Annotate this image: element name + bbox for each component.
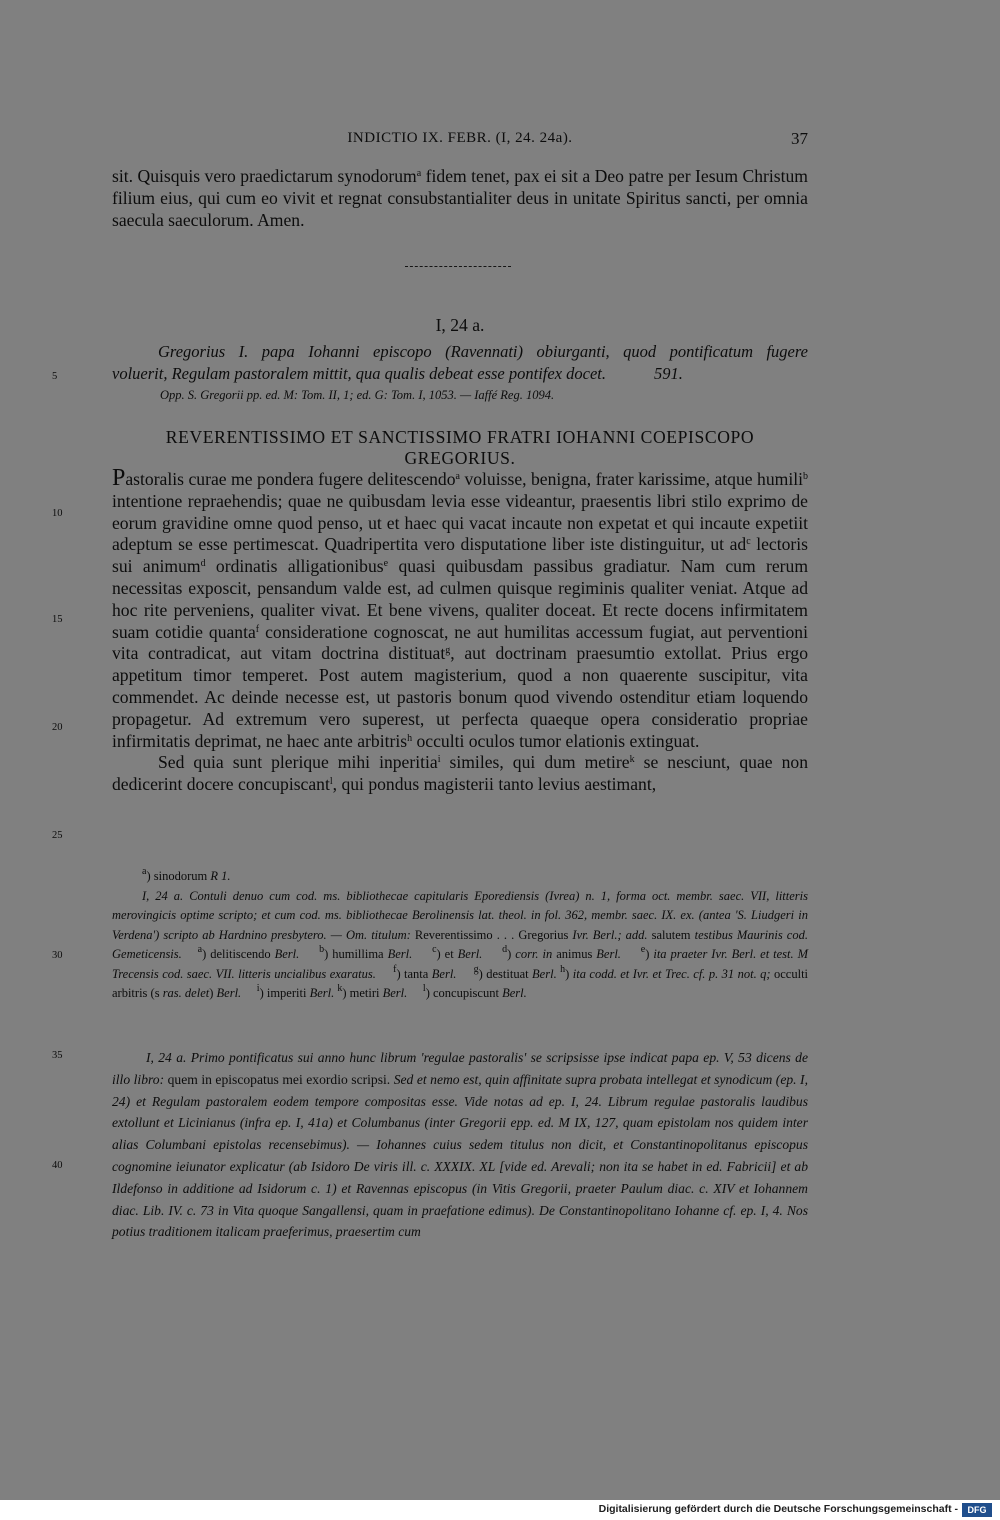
line-number: 35 (52, 1050, 63, 1061)
line-number: 15 (52, 614, 63, 625)
document-summary (112, 341, 808, 384)
commentary (112, 1047, 808, 1243)
summary-year: 591. (654, 363, 683, 383)
opening-paragraph: sit. Quisquis vero praedictarum synodorum$^a$ fidem tenet, pax ei sit a Deo patre per Iesum Christum filium eius, qui cum eo vivit et regnat consubstantialiter deus in unitate Spiritus sancti, per omnia saecula saeculorum. Amen. (112, 166, 808, 230)
page-number: 37 (791, 129, 808, 148)
footnote-ref: a (416, 168, 422, 179)
running-title: INDICTIO IX. FEBR. (I, 24. 24a). (347, 130, 573, 146)
initial-letter: P (112, 465, 126, 491)
line-number: 40 (52, 1160, 63, 1171)
body-paragraph-2: Sed quia sunt plerique mihi inperitia$^i$ similes, qui dum metire$^k$ se nesciunt, quae non dedicerint docere concupiscant$^l$, qui pondus magisterii tanto levius aestimant, (112, 752, 808, 795)
summary-line-1: Gregorius I. papa Iohanni episcopo (Ravennati) obiurganti, quod pontificatum fugere (158, 342, 808, 361)
critical-apparatus (112, 867, 808, 1004)
document-number: I, 24 a. (435, 315, 485, 335)
letter-address (112, 427, 808, 469)
line-number: 20 (52, 722, 63, 733)
funding-notice: Digitalisierung gefördert durch die Deutsche Forschungsgemeinschaft - (598, 1503, 958, 1515)
letter-body (112, 465, 809, 796)
editions-reference: Opp. S. Gregorii pp. ed. M: Tom. II, 1; ed. G: Tom. I, 1053. — Iaffé Reg. 1094. (160, 388, 555, 402)
address-line-1: REVERENTISSIMO ET SANCTISSIMO FRATRI IOHANNI COEPISCOPO (165, 427, 755, 447)
footer-bar (0, 1500, 1000, 1520)
running-header (112, 130, 808, 150)
line-number: 30 (52, 950, 63, 961)
line-number: 25 (52, 830, 63, 841)
section-divider (405, 266, 511, 267)
note-paragraph: I, 24 a. Contuli denuo cum cod. ms. bibliothecae capitularis Eporediensis (Ivrea) n. 1, forma oct. membr. saec. VII, litteris merovingicis optime scripto; et cum cod. ms. bibliothecae Berolinensis lat. theol. in fol. 362, membr. saec. IX. ex. (antea 'S. Liudgeri in Verdena') scripto ab Hardnino presbytero. — Om. titulum: Reverentissimo . . . Gregorius Ivr. Berl.; add. salutem testibus Maurinis cod. Gemeticensis. $^a$) delitiscendo Berl. $^b$) humillima Berl. $^c$) et Berl. $^d$) corr. in animus Berl. $^e$) ita praeter Ivr. Berl. et test. M Trecensis cod. saec. VII. litteris uncialibus exaratus. $^f$) tanta Berl. $^g$) destituat Berl. $^h$) ita codd. et Ivr. et Trec. cf. p. 31 not. q; occulti arbitris (s ras. delet) Berl. $^i$) imperiti Berl. $^k$) metiri Berl. $^l$) concupiscunt Berl. (112, 888, 809, 1000)
body-paragraph-1: Pastoralis curae me pondera fugere delitescendo$^a$ voluisse, benigna, frater karissime, atque humili$^b$ intentione repraehendis; quae ne quibusdam levia esse videantur, praesentis libri stilo exprimo de eorum gravidine omne quod penso, ut et haec qui vacat incaute non expetat et qui incaute expetiit adeptum se esse pertimescat. Quadripertita vero disputatione liber iste distinguitur, ut $ad^c$ lectoris sui animum$^d$ ordinatis alligationibus$^e$ quasi quibusdam passibus gradiatur. Nam cum rerum necessitas exposcit, pensandum valde est, ad culmen quisque regiminis qualiter veniat. Atque ad hoc rite perveniens, qualiter vivat. Et bene vivens, qualiter doceat. Et recte docens infirmitatem suam cotidie quanta$^f$ consideratione cognoscat, ne aut humilitas accessum fugiat, aut perventioni vita contradicat, aut vitam doctrina distituat$^g$, aut doctrinam praesumtio extollat. Prius ergo appetitum timor temperet. Post autem magisterium, quod a non quaerente suscipitur, vita commendet. Ac deinde necesse est, ut pastoris bonum quod vivendo ostenditur etiam loquendo propagetur. Ad extremum vero superest, ut perfecta quaeque opera consideratio propriae infirmitatis deprimat, ne haec ante arbitris$^h$ occulti oculos tumor elationis extinguat. (112, 465, 809, 751)
note-line: $^a$) sinodorum R 1. (142, 866, 231, 883)
line-number: 10 (52, 508, 63, 519)
commentary-paragraph: I, 24 a. Primo pontificatus sui anno hunc librum 'regulae pastoralis' se scripsisse ipse indicat papa ep. V, 53 dicens de illo libro: quem in episcopatus mei exordio scripsi. Sed et nemo est, quin affinitate supra probata intellegat et synodicum (ep. I, 24) et Regulam pastoralem eodem tempore compositas esse. Vide notas ad ep. I, 24. Librum regulae pastoralis laudibus extollunt et Licinianus (infra ep. I, 41a) et Columbanus (inter Gregorii epp. ed. M IX, 127, quam epistolam nos quidem inter alias Columbani epistolas recensebimus). — Iohannes cuius sedem titulus non dicit, et Constantinopolitanus episcopus cognomine ieiunator explicatur (ab Isidoro De viris ill. c. XXXIX. XL [vide ed. Arevali; non ita se habet in ed. Fabricii] et ab Ildefonso in additione ad Isidorum c. 1) et Ravennas episcopus (in Vitis Gregorii, praeter Paulum diac. c. XIV et Iohannem diac. Lib. IV. c. 73 in Vita quoque Sangallensi, quam in praefatione edimus). De Constantinopolitano Iohanne cf. ep. I, 4. Nos potius traditionem italicam praeferimus, praesertim cum (112, 1050, 808, 1240)
dfg-logo-icon: DFG (962, 1503, 992, 1517)
address-line-2: GREGORIUS. (404, 448, 516, 468)
summary-line-2: voluerit, Regulam pastoralem mittit, qua qualis debeat esse pontifex docet. (112, 363, 607, 383)
line-number: 5 (52, 371, 58, 382)
